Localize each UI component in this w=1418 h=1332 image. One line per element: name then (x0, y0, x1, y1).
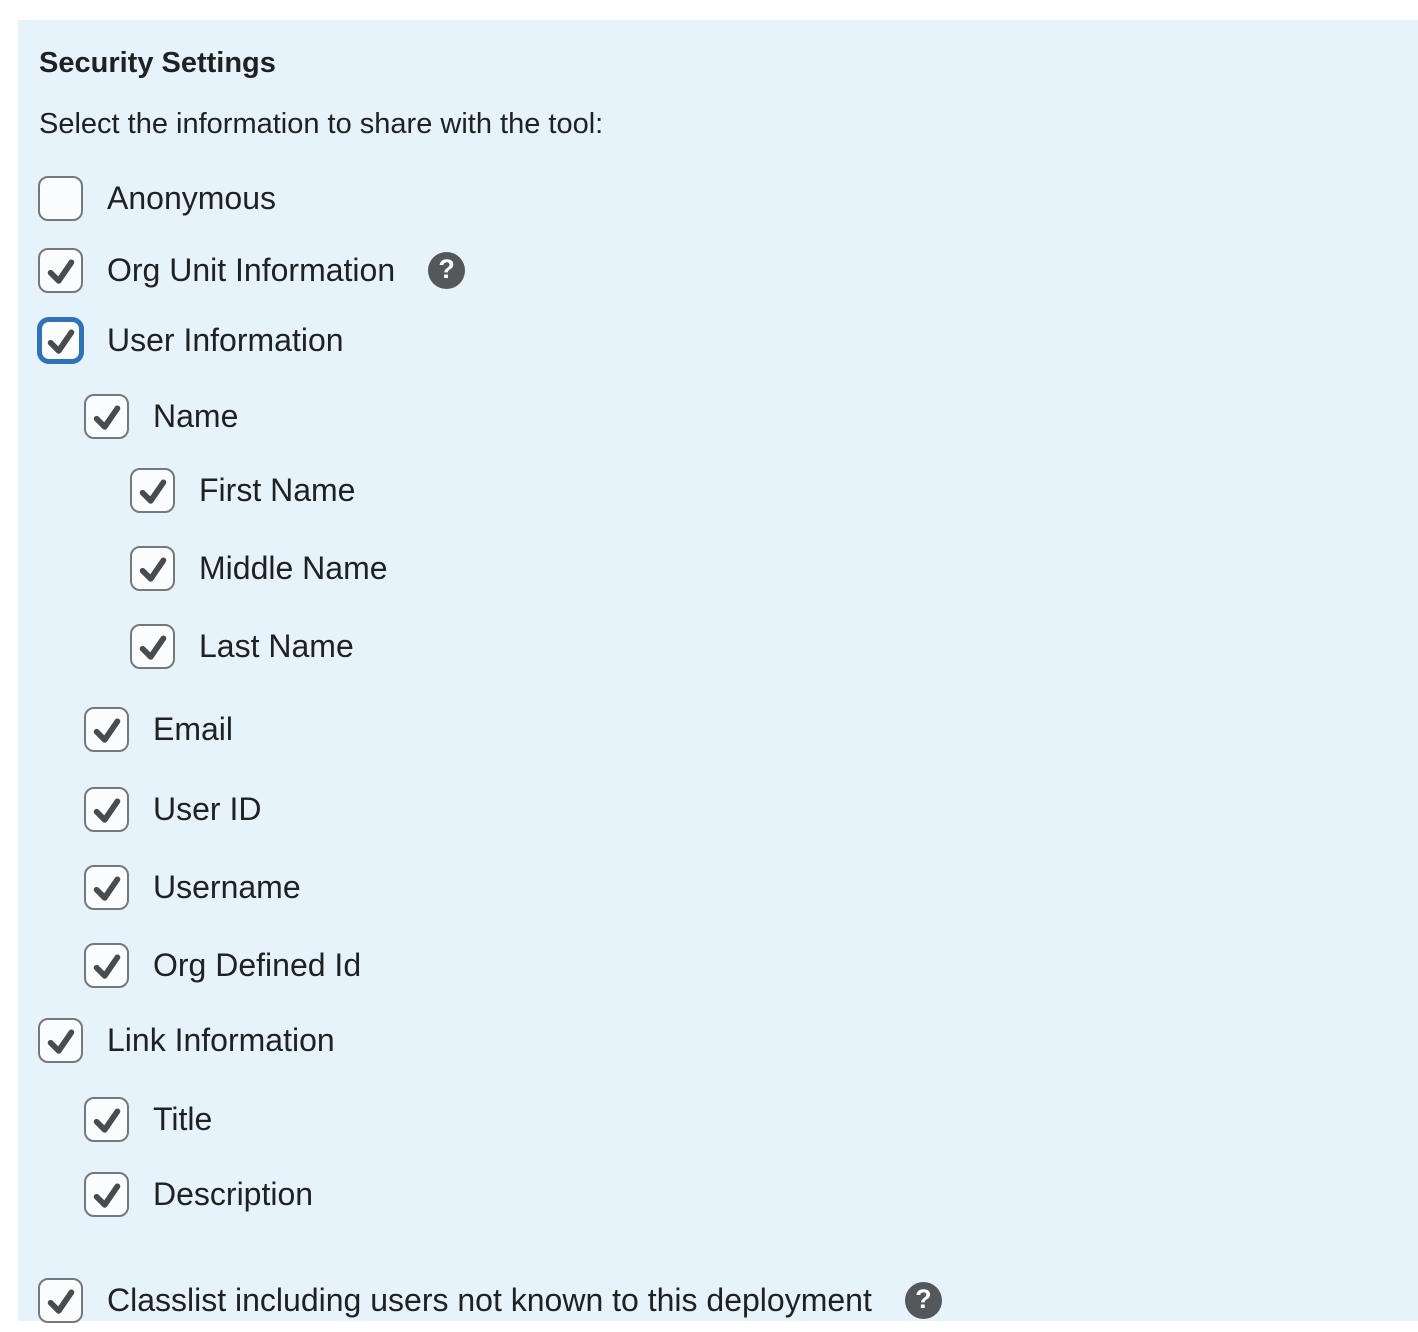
checkbox-label[interactable]: User Information (107, 322, 344, 358)
email-checkbox[interactable] (84, 707, 129, 752)
security-settings-panel (18, 20, 1418, 1321)
checkbox-label[interactable]: Middle Name (199, 550, 388, 586)
checkmark-icon (92, 402, 122, 432)
checkbox-label[interactable]: Description (153, 1176, 314, 1212)
checkbox-label[interactable]: User ID (153, 791, 262, 827)
checkbox-row-last-name (130, 623, 354, 670)
checkbox-label[interactable]: Link Information (107, 1022, 335, 1058)
classlist-checkbox[interactable] (38, 1278, 83, 1323)
checkbox-row-middle-name (130, 545, 388, 592)
checkmark-icon (92, 951, 122, 981)
page-title: Security Settings (39, 47, 276, 79)
checkmark-icon (92, 1180, 122, 1210)
user-information-checkbox[interactable] (37, 317, 84, 364)
middle-name-checkbox[interactable] (130, 546, 175, 591)
checkbox-label[interactable]: Title (153, 1101, 213, 1137)
checkmark-icon (46, 1286, 76, 1316)
instruction-text: Select the information to share with the tool: (39, 108, 604, 140)
username-checkbox[interactable] (84, 865, 129, 910)
checkbox-row-username (84, 864, 301, 911)
checkmark-icon (46, 326, 76, 356)
checkbox-label[interactable]: Org Defined Id (153, 947, 362, 983)
checkmark-icon (46, 256, 76, 286)
checkmark-icon (138, 476, 168, 506)
first-name-checkbox[interactable] (130, 468, 175, 513)
checkmark-icon (138, 554, 168, 584)
checkbox-row-org-unit-information (38, 247, 465, 294)
checkbox-row-anonymous (38, 175, 276, 222)
checkmark-icon (46, 1026, 76, 1056)
checkmark-icon (92, 1105, 122, 1135)
checkbox-row-first-name (130, 467, 355, 514)
checkmark-icon (92, 873, 122, 903)
org-unit-information-checkbox[interactable] (38, 248, 83, 293)
checkbox-row-email (84, 706, 233, 753)
org-defined-id-checkbox[interactable] (84, 943, 129, 988)
checkbox-label[interactable]: Username (153, 869, 301, 905)
checkbox-label[interactable]: Classlist including users not known to this deployment (107, 1282, 872, 1318)
title-checkbox[interactable] (84, 1097, 129, 1142)
checkbox-label[interactable]: Anonymous (107, 180, 276, 216)
checkbox-row-org-defined-id (84, 942, 361, 989)
checkmark-icon (92, 715, 122, 745)
help-icon[interactable]: ? (428, 252, 465, 289)
checkbox-label[interactable]: Name (153, 398, 239, 434)
anonymous-checkbox[interactable] (38, 176, 83, 221)
user-id-checkbox[interactable] (84, 787, 129, 832)
checkbox-row-classlist (38, 1277, 942, 1324)
checkbox-label[interactable]: Last Name (199, 628, 354, 664)
checkbox-row-link-information (38, 1017, 335, 1064)
checkbox-row-name (84, 393, 238, 440)
last-name-checkbox[interactable] (130, 624, 175, 669)
checkbox-label[interactable]: First Name (199, 472, 356, 508)
checkbox-row-description (84, 1171, 313, 1218)
checkmark-icon (138, 632, 168, 662)
name-checkbox[interactable] (84, 394, 129, 439)
checkbox-row-title (84, 1096, 212, 1143)
checkbox-label[interactable]: Org Unit Information (107, 252, 396, 288)
checkmark-icon (92, 795, 122, 825)
link-information-checkbox[interactable] (38, 1018, 83, 1063)
help-icon[interactable]: ? (905, 1282, 942, 1319)
checkbox-row-user-information (38, 317, 344, 364)
checkbox-label[interactable]: Email (153, 711, 234, 747)
description-checkbox[interactable] (84, 1172, 129, 1217)
checkbox-row-user-id (84, 786, 261, 833)
